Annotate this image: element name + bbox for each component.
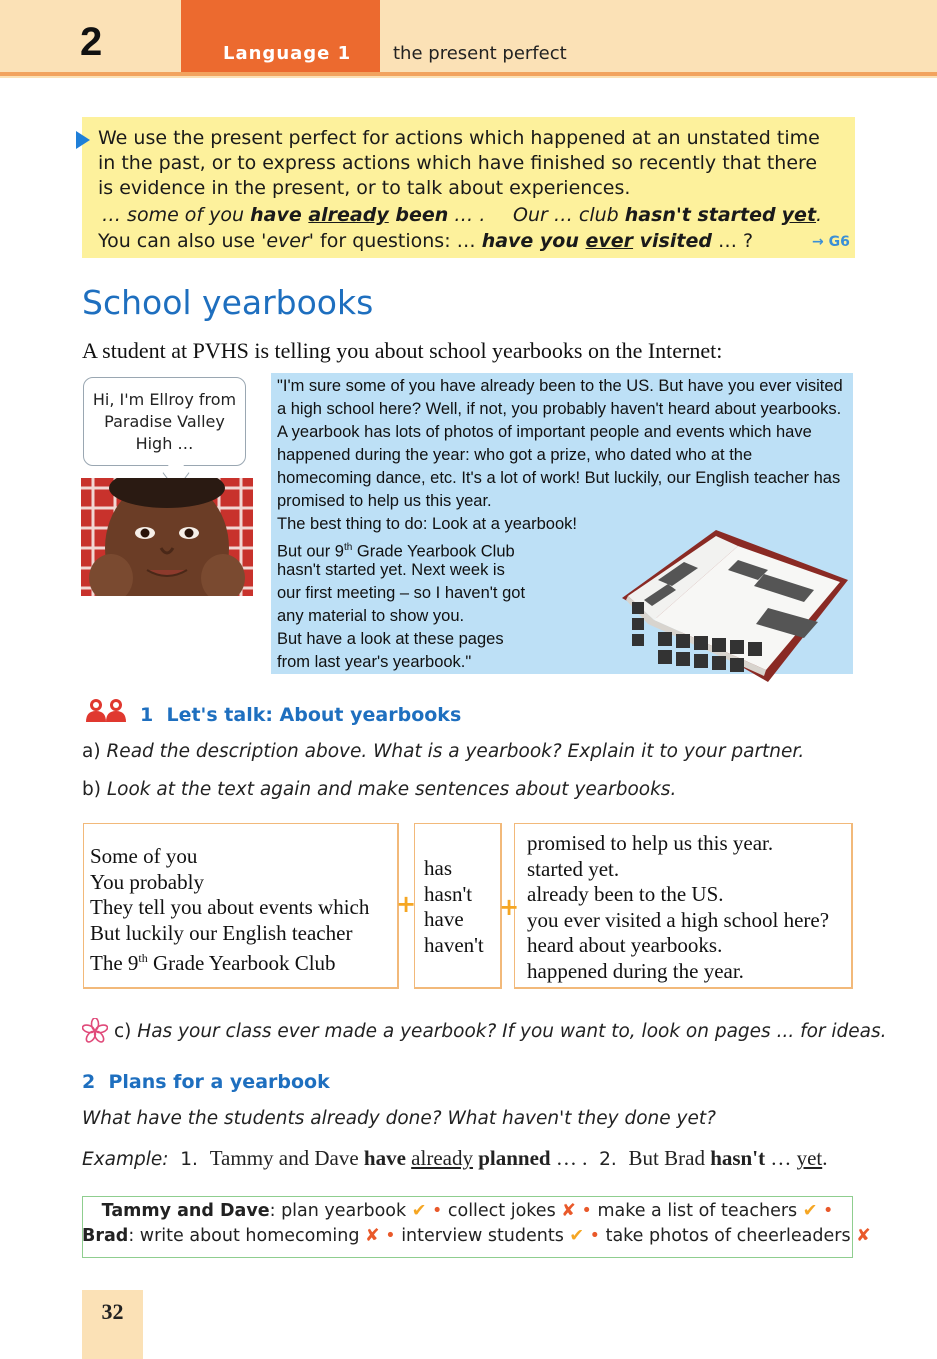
- exercise-1a: a) Read the description above. What is a yearbook? Explain it to your partner.: [82, 741, 805, 762]
- yearbook-text-line5: any material to show you.: [277, 607, 465, 625]
- intro-text: A student at PVHS is telling you about school yearbooks on the Internet:: [82, 338, 723, 363]
- grammar-reference-link[interactable]: → G6: [812, 234, 850, 250]
- exercise-2-question: What have the students already done? What haven't they done yet?: [82, 1108, 716, 1129]
- cross-icon: ✘: [365, 1226, 380, 1246]
- grammar-example-1: … some of you have already been … .: [102, 204, 486, 226]
- yearbook-text-line3: hasn't started yet. Next week is: [277, 561, 505, 579]
- auxiliaries-list: has hasn't have haven't: [424, 856, 484, 957]
- check-icon: ✔: [802, 1201, 818, 1221]
- section-topic: the present perfect: [393, 43, 567, 64]
- ever-note: You can also use 'ever' for questions: … have you ever visited … ?: [98, 230, 754, 252]
- yearbook-text-para1: "I'm sure some of you have already been to the US. But have you ever visited a high school here? Well, if not, you probably haven't heard about yearbooks. A yearbook has lots of photos of important people and events which have happened during the year: who got a prize, who dated who at the homecoming dance, etc. It's a lot of work! But luckily, our English teacher has promised to help us this year.: [277, 377, 843, 510]
- subjects-list: Some of you You probably They tell you about events which But luckily our English teacher The 9th Grade Yearbook Club: [90, 844, 370, 975]
- student-photo: [81, 478, 253, 596]
- endings-list: promised to help us this year. started yet. already been to the US. you ever visited a high school here? heard about yearbooks. happened during the year.: [527, 831, 830, 983]
- speech-bubble-text: Hi, I'm Ellroy from Paradise Valley High …: [92, 390, 237, 453]
- exercise-1-heading: 1 Let's talk: About yearbooks: [140, 704, 462, 726]
- header-rule: [0, 72, 937, 76]
- yearbook-photo: [618, 520, 852, 688]
- grammar-example-2: Our … club hasn't started yet.: [513, 204, 823, 226]
- page-number: 32: [101, 1299, 124, 1324]
- cross-icon: ✘: [561, 1201, 576, 1221]
- check-icon: ✔: [569, 1226, 585, 1246]
- grammar-rule: We use the present perfect for actions which happened at an unstated time in the past, or to express actions which have finished so recently that there is evidence in the present, or to talk about experiences.: [98, 127, 820, 199]
- checklist-row-tammy-dave: Tammy and Dave: plan yearbook ✔ • collect jokes ✘ • make a list of teachers ✔ •: [101, 1201, 834, 1221]
- exercise-1b: b) Look at the text again and make sentences about yearbooks.: [82, 779, 677, 800]
- plus-sign: +: [499, 893, 520, 921]
- pair-work-icon: [84, 698, 128, 722]
- yearbook-text-line4: our first meeting – so I haven't got: [277, 584, 526, 602]
- yearbook-text-line7: from last year's yearbook.": [277, 653, 472, 671]
- page-header: [0, 0, 937, 78]
- cross-icon: ✘: [856, 1226, 871, 1246]
- check-icon: ✔: [411, 1201, 427, 1221]
- exercise-1c: c) Has your class ever made a yearbook? If you want to, look on pages ... for ideas.: [114, 1021, 887, 1042]
- checklist-row-brad: Brad: write about homecoming ✘ • interview students ✔ • take photos of cheerleaders ✘: [82, 1226, 871, 1246]
- section-label: Language 1: [223, 43, 352, 64]
- star-flower-icon: [82, 1018, 108, 1044]
- unit-number: 2: [80, 20, 103, 64]
- yearbook-text-line2: But our 9th Grade Yearbook Club: [277, 542, 515, 561]
- yearbook-text-line1: The best thing to do: Look at a yearbook!: [277, 515, 577, 533]
- exercise-2-heading: 2 Plans for a yearbook: [82, 1071, 330, 1093]
- yearbook-text-line6: But have a look at these pages: [277, 630, 504, 648]
- exercise-2-example: Example: 1. Tammy and Dave have already planned … . 2. But Brad hasn't … yet.: [82, 1146, 828, 1170]
- pointer-triangle-icon: [76, 131, 90, 149]
- page-title: School yearbooks: [82, 283, 374, 322]
- plus-sign: +: [396, 890, 417, 918]
